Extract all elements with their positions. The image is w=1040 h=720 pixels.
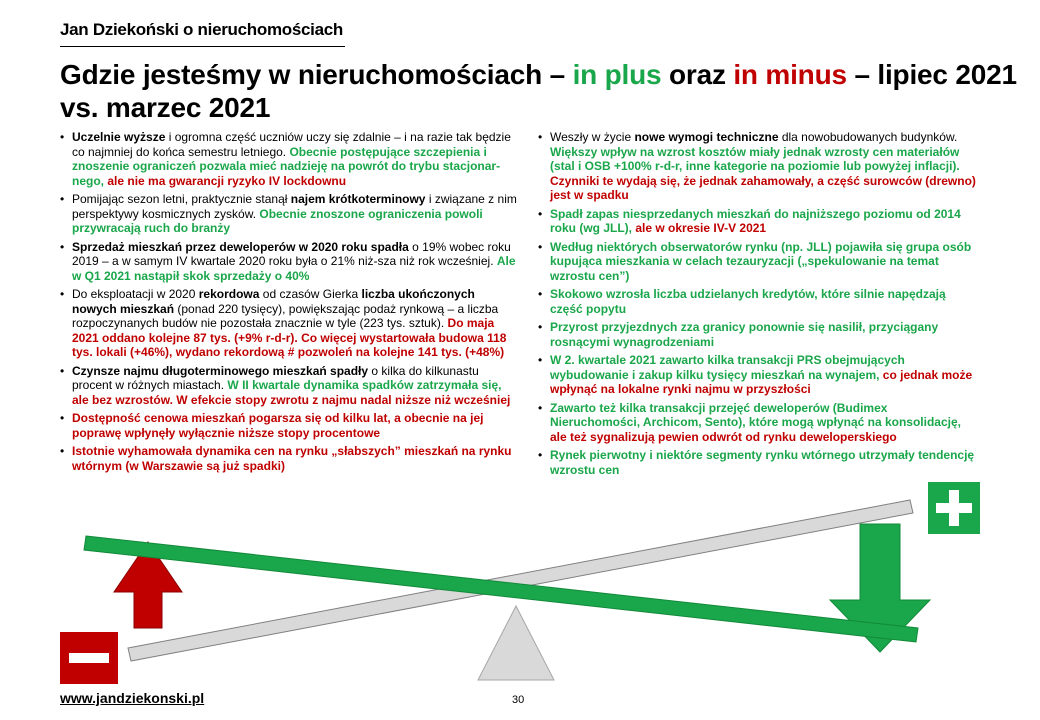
minus-item: • Do eksploatacji w 2020 rekordowa od czasów Gierka liczba ukończonych nowych mieszkań (ponad 220 tysięcy), powiększając podaż rynkową – a liczba rozpoczynanych budów nie pozostała znacznie w tyle (223 tys. sztuk). Do maja 2021 oddano kolejne 87 tys. (+9% r-d-r). Co więcej wystartowała budowa 118 tys. lokali (+46%), wydano rekordową # pozwoleń na kolejne 141 tys. (+48%) bbox=[58, 287, 520, 360]
plus-item: • Weszły w życie nowe wymogi techniczne dla nowobudowanych budynków. Większy wpływ na wzrost kosztów miały jednak wzrosty cen materiałów (stal i OSB +100% r-d-r, inne kategorie na poziomie lub powyżej inflacji). Czynniki te wydają się, że jednak zahamowały, a część surowców (drewno) jest w spadku bbox=[536, 130, 976, 203]
minus-item: • Czynsze najmu długoterminowego mieszkań spadły o kilka do kilkunastu procent w różnych miastach. W II kwartale dynamika spadków zatrzymała się, ale bez wzrostów. W efekcie stopy zwrotu z najmu nadal niższe niż wcześniej bbox=[58, 364, 520, 408]
minus-item: • Pomijając sezon letni, praktycznie stanął najem krótkoterminowy i związane z nim perspektywy kosmicznych zysków. Obecnie znoszone ograniczenia powoli przywracają ruch do branży bbox=[58, 192, 520, 236]
page-number: 30 bbox=[512, 694, 525, 706]
minus-item: • Dostępność cenowa mieszkań pogarsza się od kilku lat, a obecnie na jej poprawę wpłynęły wyłącznie niższe stopy procentowe bbox=[58, 411, 520, 440]
minus-icon bbox=[60, 632, 118, 684]
minus-item: • Istotnie wyhamowała dynamika cen na rynku „słabszych” mieszkań na rynku wtórnym (w Warszawie są już spadki) bbox=[58, 444, 520, 473]
title-part-2: oraz bbox=[661, 59, 734, 90]
plus-item: • Rynek pierwotny i niektóre segmenty rynku wtórnego utrzymały tendencję wzrostu cen bbox=[536, 448, 976, 477]
minus-column bbox=[58, 130, 520, 477]
plus-item: • Według niektórych obserwatorów rynku (np. JLL) pojawiła się grupa osób kupująca mieszkania w celach tezauryzacji („spekulowanie na temat wzrostu cen”) bbox=[536, 240, 976, 284]
minus-item: • Uczelnie wyższe i ogromna część uczniów uczy się zdalnie – i na razie tak będzie co najmniej do końca semestru letniego. Obecnie postępujące szczepienia i znoszenie ograniczeń pozwala mieć nadzieję na powrót do trybu stacjonar-nego, ale nie ma gwarancji ryzyko IV lockdownu bbox=[58, 130, 520, 188]
plus-item: • W 2. kwartale 2021 zawarto kilka transakcji PRS obejmujących wybudowanie i zakup kilku tysięcy mieszkań na wynajem, co jednak może wpłynąć na lokalne rynki najmu w przyszłości bbox=[536, 353, 976, 397]
website-link[interactable]: www.jandziekonski.pl bbox=[60, 690, 205, 706]
plus-icon bbox=[928, 482, 980, 534]
title-plus: in plus bbox=[572, 59, 662, 90]
plus-item: • Przyrost przyjezdnych zza granicy ponownie się nasilił, przyciągany rosnącymi wynagrodzeniami bbox=[536, 320, 976, 349]
plus-column bbox=[536, 130, 976, 481]
brand-header: Jan Dziekoński o nieruchomościach bbox=[60, 20, 343, 39]
fulcrum-triangle bbox=[478, 606, 554, 680]
green-beam bbox=[84, 536, 918, 642]
plus-item: • Spadł zapas niesprzedanych mieszkań do najniższego poziomu od 2014 roku (wg JLL), ale w okresie IV-V 2021 bbox=[536, 207, 976, 236]
plus-item: • Zawarto też kilka transakcji przejęć deweloperów (Budimex Nieruchomości, Archicom, Sento), które mogą wpłynąć na konsolidację, ale też sygnalizują pewien odwrót od rynku deweloperskiego bbox=[536, 401, 976, 445]
title-minus: in minus bbox=[733, 59, 847, 90]
title-part-3: – lipiec 2021 vs. marzec 2021 bbox=[60, 59, 1017, 123]
minus-item: • Sprzedaż mieszkań przez deweloperów w 2020 roku spadła o 19% wobec roku 2019 – a w samym IV kwartale 2020 roku była o 21% niż-sza niż rok wcześniej. Ale w Q1 2021 nastąpił skok sprzedaży o 40% bbox=[58, 240, 520, 284]
title-part-1: Gdzie jesteśmy w nieruchomościach – bbox=[60, 59, 573, 90]
plus-item: • Skokowo wzrosła liczba udzielanych kredytów, które silnie napędzają część popytu bbox=[536, 287, 976, 316]
